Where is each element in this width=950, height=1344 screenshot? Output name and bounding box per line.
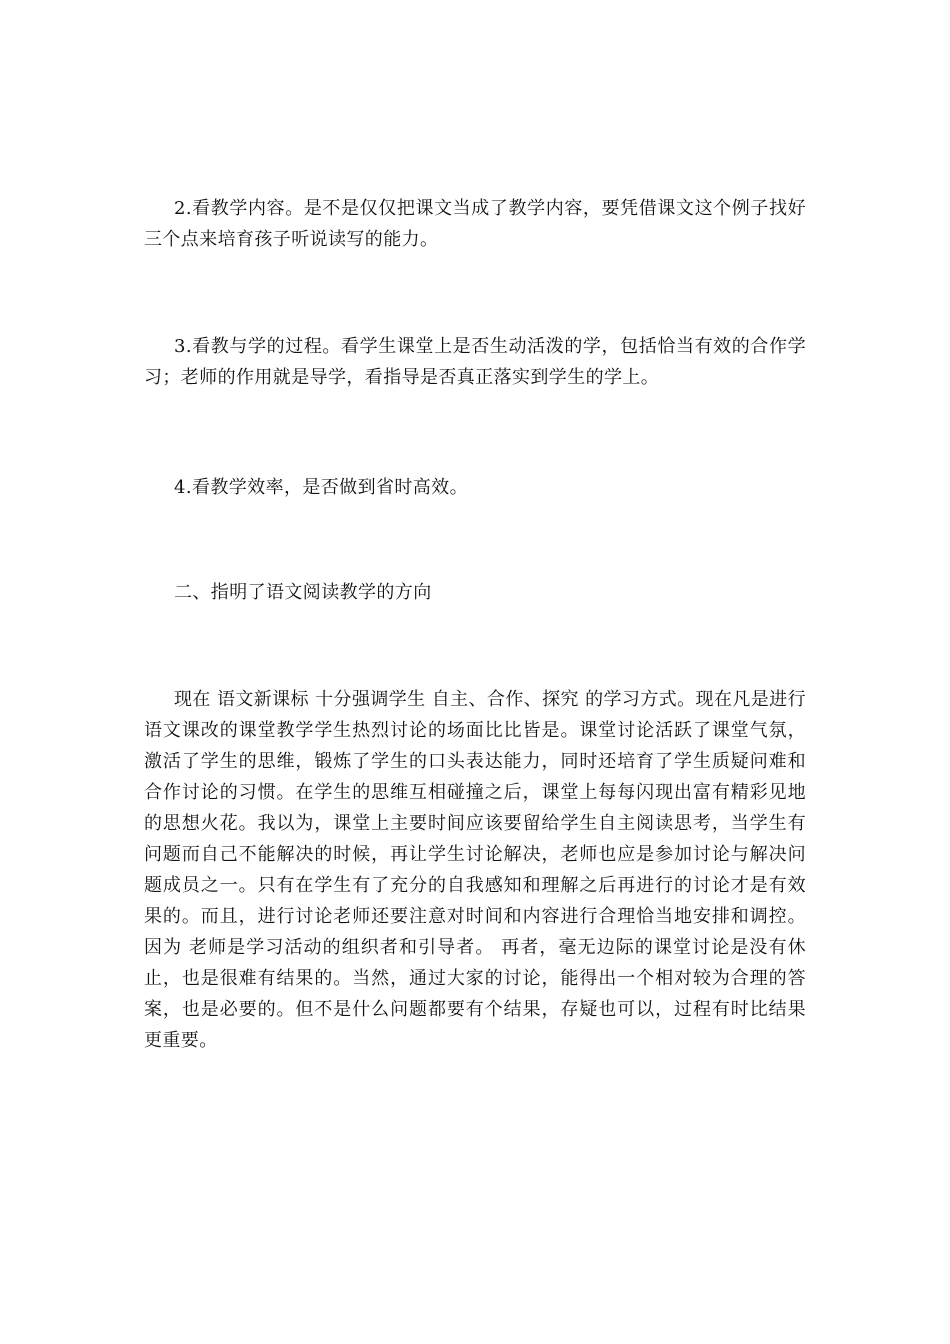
section-heading: 二、指明了语文阅读教学的方向 [174,582,432,603]
paragraph-item-4: 4.看教学效率，是否做到省时高效。 [174,477,468,498]
paragraph-item-3: 3.看教与学的过程。看学生课堂上是否生动活泼的学，包括恰当有效的合作学习；老师的作用就是导学，看指导是否真正落实到学生的学上。 [144,336,806,388]
paragraph-item-2: 2.看教学内容。是不是仅仅把课文当成了教学内容，要凭借课文这个例子找好三个点来培育孩子听说读写的能力。 [144,198,806,250]
body-paragraph: 现在 语文新课标 十分强调学生 自主、合作、探究 的学习方式。现在凡是进行语文课改的课堂教学学生热烈讨论的场面比比皆是。课堂讨论活跃了课堂气氛，激活了学生的思维，锻炼了学生的口头表达能力，同时还培育了学生质疑问难和合作讨论的习惯。在学生的思维互相碰撞之后，课堂上每每闪现出富有精彩见地的思想火花。我以为，课堂上主要时间应该要留给学生自主阅读思考，当学生有问题而自己不能解决的时候，再让学生讨论解决，老师也应是参加讨论与解决问题成员之一。只有在学生有了充分的自我感知和理解之后再进行的讨论才是有效果的。而且，进行讨论老师还要注意对时间和内容进行合理恰当地安排和调控。因为 老师是学习活动的组织者和引导者。 再者，毫无边际的课堂讨论是没有休止，也是很难有结果的。当然，通过大家的讨论，能得出一个相对较为合理的答案，也是必要的。但不是什么问题都要有个结果，存疑也可以，过程有时比结果更重要。 [144,689,806,1051]
